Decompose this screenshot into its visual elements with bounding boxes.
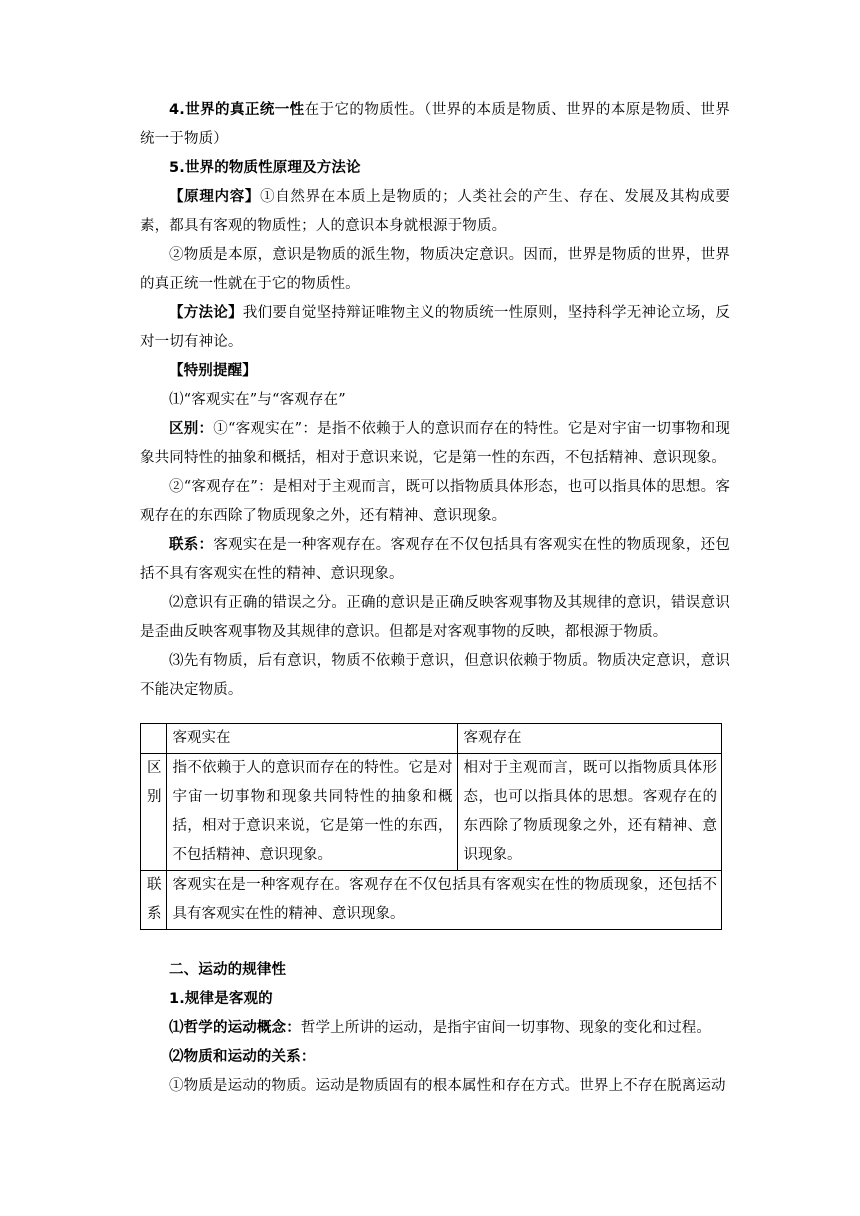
table-corner-cell [141,724,167,754]
table-cell: 相对于主观而言，既可以指物质具体形态，也可以指具体的思想。客观存在的东西除了物质现象之外，还有精神、意识现象。 [457,754,722,871]
table-row [141,871,722,930]
paragraph-text: 客观实在是一种客观存在。客观存在不仅包括具有客观实在性的物质现象，还包括不具有客观实在性的精神、意识现象。 [140,537,731,582]
paragraph-reality-vs-existence: ⑴“客观实在”与“客观存在” [169,392,346,408]
heading-principle [140,154,730,183]
row-label-char: 系 [147,906,162,922]
bold-label: 区别： [169,421,214,437]
paragraph-text: 在于它的物质性。（世界的本质是物质、世界的本原是物质、世界统一于物质） [140,102,730,147]
paragraph-world-unity [140,96,730,154]
bold-label: 【原理内容】 [169,189,261,205]
paragraph-matter-origin: ②物质是本原，意识是物质的派生物，物质决定意识。因而，世界是物质的世界，世界的真正统一性就在于它的物质性。 [140,247,730,292]
table-header-cell: 客观存在 [457,724,722,754]
paragraph-matter-is-moving: ①物质是运动的物质。运动是物质固有的根本属性和存在方式。世界上不存在脱离运动 [169,1078,726,1094]
subsection-heading [140,985,730,1014]
comparison-table [140,723,722,930]
paragraph-text: ①自然界在本质上是物质的；人类社会的产生、存在、发展及其构成要素，都具有客观的物质性；人的意识本身就根源于物质。 [140,189,730,234]
paragraph-text: 我们要自觉坚持辩证唯物主义的物质统一性原则，坚持科学无神论立场，反对一切有神论。 [140,305,731,350]
bold-heading: 5.世界的物质性原理及方法论 [169,160,361,176]
table-cell: 指不依赖于人的意识而存在的特性。它是对宇宙一切事物和现象共同特性的抽象和概括，相对于意识来说，它是第一性的东西，不包括精神、意识现象。 [166,754,457,871]
table-header-cell: 客观实在 [166,724,457,754]
bold-label: ⑴哲学的运动概念： [169,1020,301,1036]
paragraph-consciousness-right-wrong: ⑵意识有正确的错误之分。正确的意识是正确反映客观事物及其规律的意识，错误意识是歪曲反映客观事物及其规律的意识。但都是对客观事物的反映，都根源于物质。 [140,595,730,640]
heading-special-reminder [140,357,730,386]
bold-heading: 1.规律是客观的 [169,991,273,1007]
paragraph-text: 哲学上所讲的运动，是指宇宙间一切事物、现象的变化和过程。 [300,1020,712,1036]
bold-heading: 二、运动的规律性 [169,962,287,978]
bold-term: 4.世界的真正统一性 [169,102,305,118]
section-heading [140,956,730,985]
paragraph-principle-content [140,183,730,241]
bold-label: 【方法论】 [169,305,243,321]
table-header-row [141,724,722,754]
table-row-label [141,871,167,930]
paragraph-connection [140,531,730,589]
paragraph-matter-motion [140,1043,730,1072]
paragraph-text: ①“客观实在”：是指不依赖于人的意识而存在的特性。它是对宇宙一切事物和现象共同特性的抽象和概括，相对于意识来说，它是第一性的东西，不包括精神、意识现象。 [140,421,730,466]
bold-label: ⑵物质和运动的关系： [169,1049,316,1065]
row-label-char: 别 [147,789,162,805]
paragraph-matter-first: ⑶先有物质，后有意识，物质不依赖于意识，但意识依赖于物质。物质决定意识，意识不能决定物质。 [140,653,730,698]
paragraph-difference [140,415,730,473]
row-label-char: 联 [147,877,162,893]
row-label-char: 区 [147,760,162,776]
paragraph-motion-concept [140,1014,730,1043]
section-motion [140,956,730,1101]
bold-label: 【特别提醒】 [169,363,257,379]
bold-label: 联系： [169,537,214,553]
table-cell: 客观实在是一种客观存在。客观存在不仅包括具有客观实在性的物质现象，还包括不具有客观实在性的精神、意识现象。 [166,871,722,930]
paragraph-objective-existence: ②“客观存在”：是相对于主观而言，既可以指物质具体形态，也可以指具体的思想。客观存在的东西除了物质现象之外，还有精神、意识现象。 [140,479,730,524]
table-row [141,754,722,871]
paragraph-methodology [140,299,730,357]
table-row-label [141,754,167,871]
document-body [140,96,730,705]
